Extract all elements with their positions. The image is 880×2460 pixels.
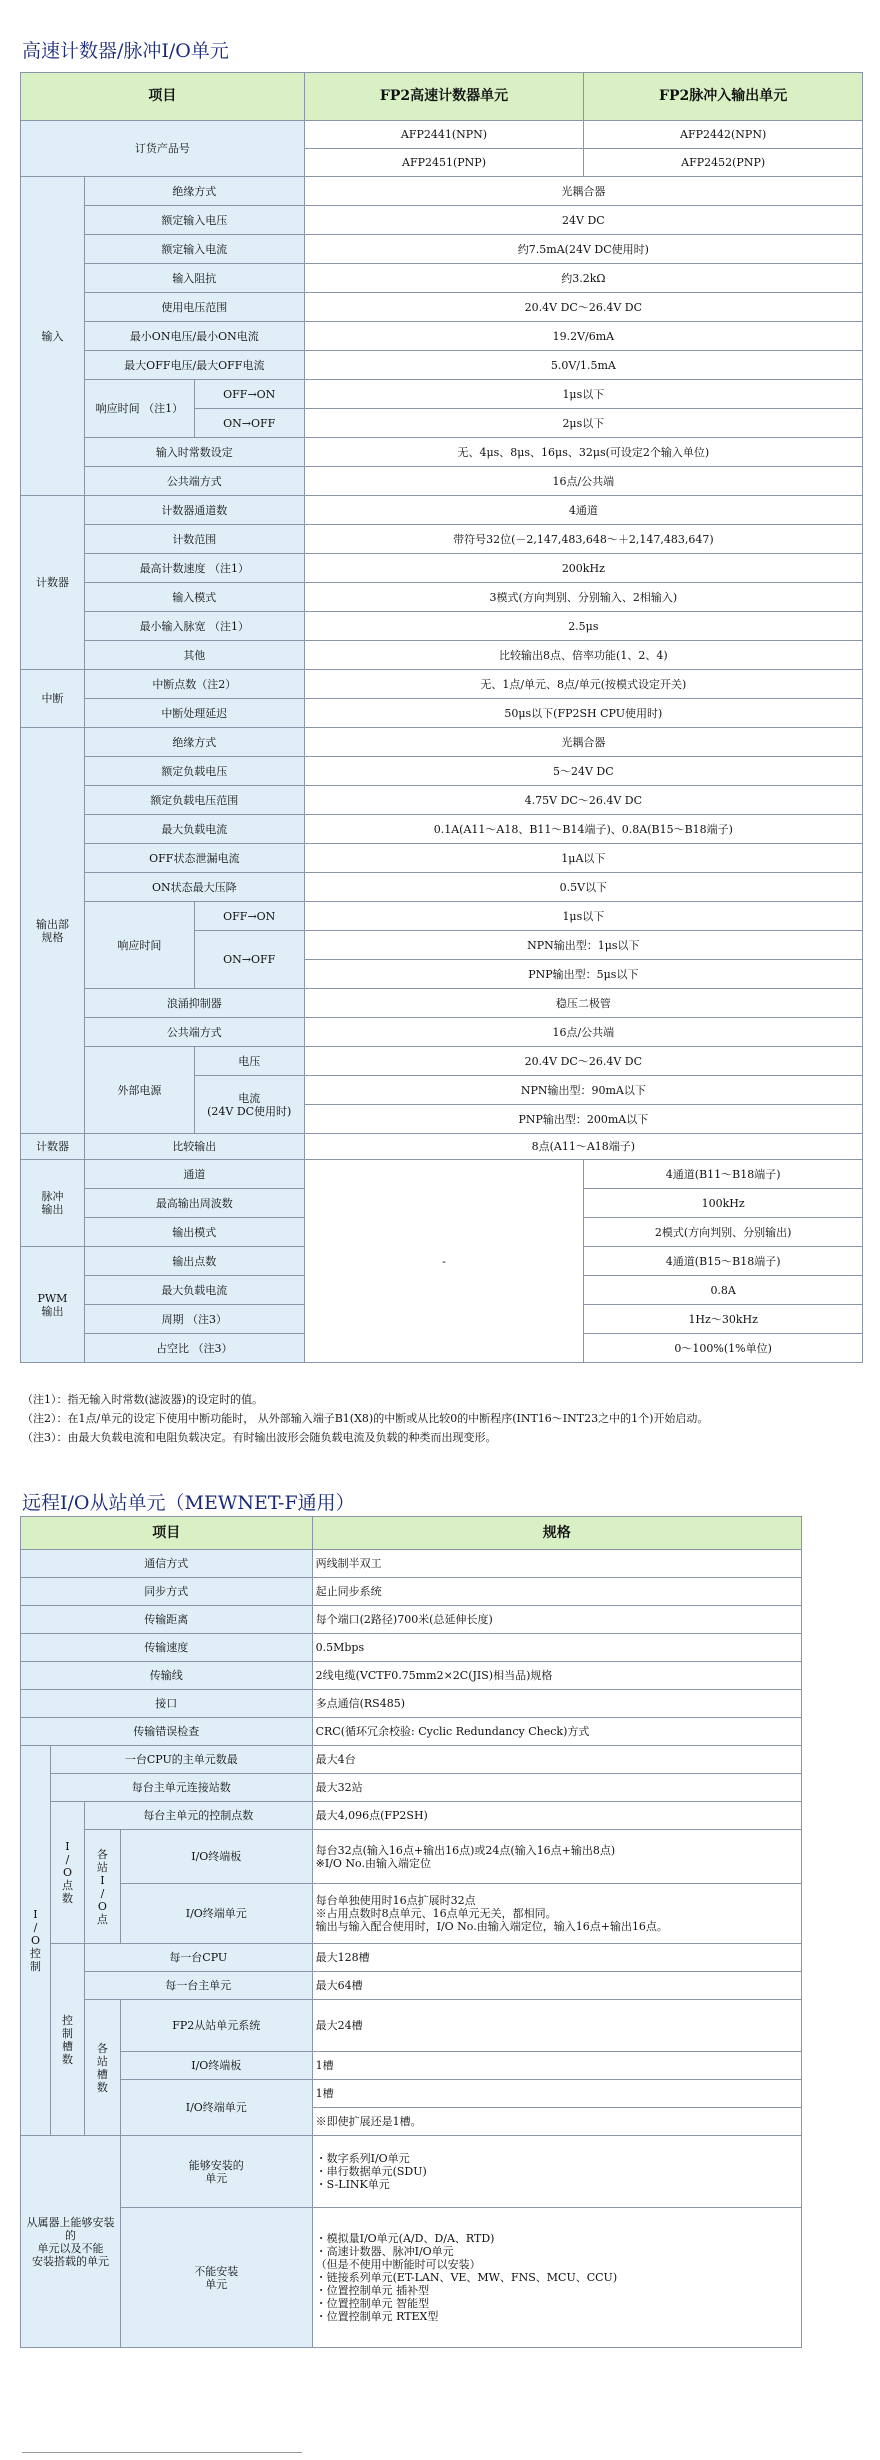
s2-value: 最大64槽: [312, 1972, 801, 2000]
note-2: （注2）：在1点/单元的设定下使用中断功能时， 从外部输入端子B1(X8)的中断或从比较0的中断程序(INT16～INT23之中的1个)开始启动。: [22, 1412, 709, 1425]
row-value: 带符号32位(－2,147,483,648～＋2,147,483,647): [304, 525, 862, 554]
p3-label: I/O终端单元: [120, 1884, 312, 1944]
group-counter: 计数器: [21, 496, 85, 670]
group-mount: 从属器上能够安装的 单元以及不能 安装搭载的单元: [21, 2136, 121, 2348]
group-output: 输出部 规格: [21, 728, 85, 1134]
io1-label: 一台CPU的主单元数最: [50, 1746, 312, 1774]
row-label: 额定负载电压范围: [84, 786, 304, 815]
group-io-control: I / O 控 制: [21, 1746, 51, 2136]
row-label: 最大负载电流: [84, 815, 304, 844]
s3-label: FP2从站单元系统: [120, 2000, 312, 2052]
note-1: （注1）：指无输入时常数(滤波器)的设定时的值。: [22, 1393, 264, 1406]
row-value: 4通道: [304, 496, 862, 525]
row-label: 传输距离: [21, 1606, 313, 1634]
out-response-v2a: NPN输出型：1μs以下: [304, 931, 862, 960]
group-interrupt: 中断: [21, 670, 85, 728]
group-io-points: I / O 点 数: [50, 1802, 84, 1944]
row-label: 同步方式: [21, 1578, 313, 1606]
cmp-value: 8点(A11～A18端子): [304, 1134, 862, 1160]
row-value: 多点通信(RS485): [312, 1690, 801, 1718]
divider: [22, 2452, 302, 2453]
row-value: 光耦合器: [304, 177, 862, 206]
row-label: 计数范围: [84, 525, 304, 554]
row-label: 公共端方式: [84, 467, 304, 496]
header-item-2: 项目: [21, 1517, 313, 1550]
out-response-label: 响应时间: [84, 902, 194, 989]
row-label: 接口: [21, 1690, 313, 1718]
row-value: 约7.5mA(24V DC使用时): [304, 235, 862, 264]
note-3: （注3）：由最大负载电流和电阻负载决定。有时输出波形会随负载电流及负载的种类而出现变形。: [22, 1431, 497, 1444]
p2-value: [312, 1830, 801, 1884]
can-list: [312, 2136, 801, 2208]
order-c1a: AFP2441(NPN): [304, 121, 584, 149]
dash-cell: -: [304, 1160, 584, 1363]
header-col2: FP2脉冲入输出单元: [584, 73, 863, 121]
group-pwm: PWM 输出: [21, 1247, 85, 1363]
row-label: 最大负载电流: [84, 1276, 304, 1305]
s1-label: 每一台CPU: [84, 1944, 312, 1972]
s1-value: 最大128槽: [312, 1944, 801, 1972]
out-response-r1: OFF→ON: [194, 902, 304, 931]
cmp-label: 比较输出: [84, 1134, 304, 1160]
s2-label: 每一台主单元: [84, 1972, 312, 2000]
order-label: 订货产品号: [21, 121, 305, 177]
s5-value-2: ※即使扩展还是1槽。: [312, 2108, 801, 2136]
cannot-label: 不能安装 单元: [120, 2208, 312, 2348]
group-station-slots: 各 站 槽 数: [84, 2000, 120, 2136]
row-label: 最小输入脉宽 （注1）: [84, 612, 304, 641]
list-item: ・串行数据单元(SDU): [315, 2165, 427, 2178]
row-label: 中断点数（注2）: [84, 670, 304, 699]
row-label: 输入阻抗: [84, 264, 304, 293]
p2-line1: 每台32点(输入16点+输出16点)或24点(输入16点+输出8点): [315, 1843, 616, 1857]
row-value: 比较输出8点、倍率功能(1、2、4): [304, 641, 862, 670]
row-value: 3模式(方向判别、分别输入、2相输入): [304, 583, 862, 612]
row-label: OFF状态泄漏电流: [84, 844, 304, 873]
row-value: 19.2V/6mA: [304, 322, 862, 351]
row-value: 每个端口(2路径)700米(总延伸长度): [312, 1606, 801, 1634]
row-value: 5.0V/1.5mA: [304, 351, 862, 380]
row-value: 100kHz: [584, 1189, 863, 1218]
response-label: 响应时间 （注1）: [84, 380, 194, 438]
row-value: 光耦合器: [304, 728, 862, 757]
response-v2: 2μs以下: [304, 409, 862, 438]
row-value: 16点/公共端: [304, 467, 862, 496]
list-item: （但是不使用中断能时可以安装）: [315, 2258, 481, 2271]
row-label: 占空比 （注3）: [84, 1334, 304, 1363]
p1-value: 最大4,096点(FP2SH): [312, 1802, 801, 1830]
row-label: 传输错误检查: [21, 1718, 313, 1746]
group-input: 输入: [21, 177, 85, 496]
row-value: 4通道(B15～B18端子): [584, 1247, 863, 1276]
row-label: 通信方式: [21, 1550, 313, 1578]
list-item: ・S-LINK单元: [315, 2178, 390, 2191]
list-item: ・位置控制单元 智能型: [315, 2297, 430, 2310]
row-value: 起止同步系统: [312, 1578, 801, 1606]
row-label: 最小ON电压/最小ON电流: [84, 322, 304, 351]
row-label: 额定输入电流: [84, 235, 304, 264]
header-col1: FP2高速计数器单元: [304, 73, 584, 121]
row-value: 2模式(方向判别、分别输出): [584, 1218, 863, 1247]
row-value: 24V DC: [304, 206, 862, 235]
ext-current-label: 电流 (24V DC使用时): [194, 1076, 304, 1134]
p3-value: [312, 1884, 801, 1944]
ext-current-b: PNP输出型：200mA以下: [304, 1105, 862, 1134]
list-item: ・模拟量I/O单元(A/D、D/A、RTD): [315, 2232, 495, 2245]
row-value: 0～100%(1%单位): [584, 1334, 863, 1363]
can-label: 能够安装的 单元: [120, 2136, 312, 2208]
io2-label: 每台主单元连接站数: [50, 1774, 312, 1802]
ext-power-label: 外部电源: [84, 1047, 194, 1134]
row-value: 50μs以下(FP2SH CPU使用时): [304, 699, 862, 728]
notes: [22, 1390, 708, 1447]
ext-current-a: NPN输出型：90mA以下: [304, 1076, 862, 1105]
row-value: 约3.2kΩ: [304, 264, 862, 293]
row-label: 最高输出周波数: [84, 1189, 304, 1218]
list-item: ・位置控制单元 RTEX型: [315, 2310, 439, 2323]
p3-line3: 输出与输入配合使用时，I/O No.由输入端定位，输入16点+输出16点。: [315, 1920, 668, 1933]
row-label: ON状态最大压降: [84, 873, 304, 902]
order-c1b: AFP2451(PNP): [304, 149, 584, 177]
ext-voltage-value: 20.4V DC～26.4V DC: [304, 1047, 862, 1076]
order-c2a: AFP2442(NPN): [584, 121, 863, 149]
header-item: 项目: [21, 73, 305, 121]
section1-title: 高速计数器/脉冲I/O单元: [22, 40, 229, 62]
row-label: 输入时常数设定: [84, 438, 304, 467]
row-label: 输出点数: [84, 1247, 304, 1276]
row-label: 其他: [84, 641, 304, 670]
row-label: 最高计数速度 （注1）: [84, 554, 304, 583]
p3-line2: ※占用点数时8点单元、16点单元无关，都相同。: [315, 1907, 557, 1920]
s4-label: I/O终端板: [120, 2052, 312, 2080]
section2-title: 远程I/O从站单元（MEWNET-F通用）: [22, 1492, 355, 1514]
p3-line1: 每台单独使用时16点扩展时32点: [315, 1894, 476, 1907]
out-response-r2: ON→OFF: [194, 931, 304, 989]
response-r2: ON→OFF: [194, 409, 304, 438]
ext-voltage-label: 电压: [194, 1047, 304, 1076]
list-item: ・数字系列I/O单元: [315, 2152, 410, 2165]
row-label: 输入模式: [84, 583, 304, 612]
response-r1: OFF→ON: [194, 380, 304, 409]
row-label: 额定负载电压: [84, 757, 304, 786]
header-spec: 规格: [312, 1517, 801, 1550]
row-value: 0.1A(A11～A18、B11～B14端子)、0.8A(B15～B18端子): [304, 815, 862, 844]
s5-value-1: 1槽: [312, 2080, 801, 2108]
s5-label: I/O终端单元: [120, 2080, 312, 2136]
row-value: 0.5V以下: [304, 873, 862, 902]
row-label: 额定输入电压: [84, 206, 304, 235]
row-label: 传输速度: [21, 1634, 313, 1662]
row-label: 使用电压范围: [84, 293, 304, 322]
spec-table-2: [20, 1516, 802, 2348]
response-v1: 1μs以下: [304, 380, 862, 409]
group-station-io: 各 站 I / O 点: [84, 1830, 120, 1944]
row-label: 中断处理延迟: [84, 699, 304, 728]
io2-value: 最大32站: [312, 1774, 801, 1802]
row-label: 周期 （注3）: [84, 1305, 304, 1334]
group-slots: 控 制 槽 数: [50, 1944, 84, 2136]
p1-label: 每台主单元的控制点数: [84, 1802, 312, 1830]
p2-label: I/O终端板: [120, 1830, 312, 1884]
row-value: 4.75V DC～26.4V DC: [304, 786, 862, 815]
row-label: 绝缘方式: [84, 728, 304, 757]
s4-value: 1槽: [312, 2052, 801, 2080]
row-label: 公共端方式: [84, 1018, 304, 1047]
io1-value: 最大4台: [312, 1746, 801, 1774]
row-label: 传输线: [21, 1662, 313, 1690]
row-label: 绝缘方式: [84, 177, 304, 206]
row-value: 0.8A: [584, 1276, 863, 1305]
row-value: 无、1点/单元、8点/单元(按模式设定开关): [304, 670, 862, 699]
row-label: 通道: [84, 1160, 304, 1189]
row-value: 0.5Mbps: [312, 1634, 801, 1662]
row-label: 浪涌抑制器: [84, 989, 304, 1018]
row-label: 最大OFF电压/最大OFF电流: [84, 351, 304, 380]
row-value: 16点/公共端: [304, 1018, 862, 1047]
row-value: 200kHz: [304, 554, 862, 583]
row-value: 5～24V DC: [304, 757, 862, 786]
row-value: CRC(循环冗余校验: Cyclic Redundancy Check)方式: [312, 1718, 801, 1746]
out-response-v2b: PNP输出型：5μs以下: [304, 960, 862, 989]
list-item: ・高速计数器、脉冲I/O单元: [315, 2245, 454, 2258]
p2-line2: ※I/O No.由输入端定位: [315, 1856, 431, 1870]
spec-table-1: [20, 72, 863, 1363]
row-label: 输出模式: [84, 1218, 304, 1247]
group-counter2: 计数器: [21, 1134, 85, 1160]
out-response-v1: 1μs以下: [304, 902, 862, 931]
row-value: 2线电缆(VCTF0.75mm2×2C(JIS)相当品)规格: [312, 1662, 801, 1690]
list-item: ・链接系列单元(ET-LAN、VE、MW、FNS、MCU、CCU): [315, 2271, 618, 2284]
row-value: 无、4μs、8μs、16μs、32μs(可设定2个输入单位): [304, 438, 862, 467]
cannot-list: [312, 2208, 801, 2348]
row-value: 稳压二极管: [304, 989, 862, 1018]
row-value: 20.4V DC～26.4V DC: [304, 293, 862, 322]
list-item: ・位置控制单元 插补型: [315, 2284, 430, 2297]
row-value: 1Hz～30kHz: [584, 1305, 863, 1334]
row-value: 两线制半双工: [312, 1550, 801, 1578]
row-value: 1μA以下: [304, 844, 862, 873]
row-value: 2.5μs: [304, 612, 862, 641]
order-c2b: AFP2452(PNP): [584, 149, 863, 177]
group-pulse: 脉冲 输出: [21, 1160, 85, 1247]
row-label: 计数器通道数: [84, 496, 304, 525]
row-value: 4通道(B11～B18端子): [584, 1160, 863, 1189]
s3-value: 最大24槽: [312, 2000, 801, 2052]
